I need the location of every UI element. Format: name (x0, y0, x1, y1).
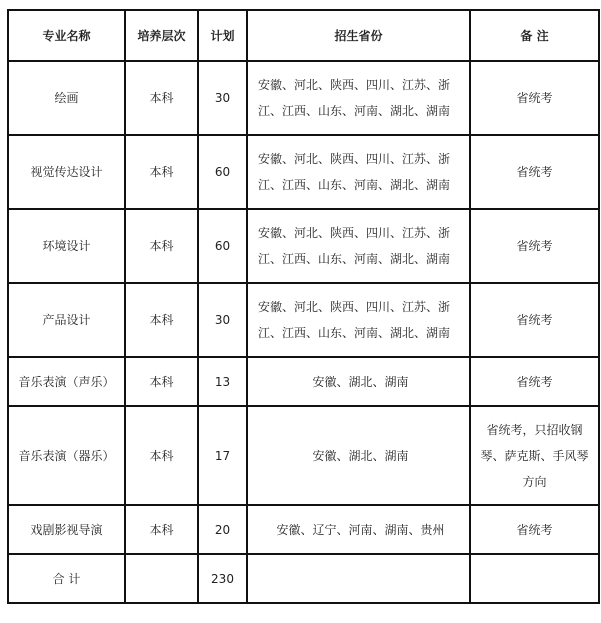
major-name: 戏剧影视导演 (8, 505, 125, 554)
note (470, 61, 599, 135)
major-name: 环境设计 (8, 209, 125, 283)
note-line: 省统考 (516, 165, 553, 179)
header-level: 培养层次 (125, 10, 198, 61)
table-row (8, 357, 599, 406)
major-name: 绘画 (8, 61, 125, 135)
total-level-empty (125, 554, 198, 603)
major-name: 音乐表演（器乐） (8, 406, 125, 505)
header-note: 备 注 (470, 10, 599, 61)
total-provinces-empty (247, 554, 470, 603)
plan-count: 13 (198, 357, 247, 406)
note (470, 135, 599, 209)
header-provinces: 招生省份 (247, 10, 470, 61)
plan-count: 60 (198, 135, 247, 209)
provinces (247, 357, 470, 406)
provinces-line: 江、江西、山东、河南、湖北、湖南 (258, 178, 451, 192)
table-row (8, 283, 599, 357)
note-line: 方向 (522, 474, 547, 489)
provinces-line: 江、江西、山东、河南、湖北、湖南 (258, 104, 451, 118)
note (470, 209, 599, 283)
provinces-line: 江、江西、山东、河南、湖北、湖南 (258, 326, 451, 340)
note-line: 省统考 (516, 522, 553, 537)
provinces-line: 安徽、河北、陕西、四川、江苏、浙 (258, 78, 451, 92)
provinces (247, 406, 470, 505)
note-line: 省统考 (516, 91, 553, 105)
total-note-empty (470, 554, 599, 603)
provinces-line: 安徽、河北、陕西、四川、江苏、浙 (258, 152, 451, 166)
training-level: 本科 (125, 61, 198, 135)
header-plan: 计划 (198, 10, 247, 61)
provinces (247, 283, 470, 357)
major-name: 视觉传达设计 (8, 135, 125, 209)
note-line: 省统考 (516, 313, 553, 327)
total-label: 合 计 (8, 554, 125, 603)
provinces (247, 505, 470, 554)
plan-count: 60 (198, 209, 247, 283)
provinces-line: 安徽、辽宁、河南、湖南、贵州 (276, 522, 445, 537)
training-level: 本科 (125, 135, 198, 209)
training-level: 本科 (125, 283, 198, 357)
table-header-row (8, 10, 599, 61)
table-row (8, 135, 599, 209)
note (470, 505, 599, 554)
training-level: 本科 (125, 505, 198, 554)
note (470, 406, 599, 505)
provinces-line: 安徽、河北、陕西、四川、江苏、浙 (258, 300, 451, 314)
provinces (247, 135, 470, 209)
note-line: 省统考，只招收钢 (486, 422, 583, 437)
plan-count: 17 (198, 406, 247, 505)
table-row (8, 61, 599, 135)
plan-count: 30 (198, 283, 247, 357)
table-row (8, 209, 599, 283)
plan-count: 20 (198, 505, 247, 554)
plan-count: 30 (198, 61, 247, 135)
note (470, 283, 599, 357)
training-level: 本科 (125, 209, 198, 283)
provinces-line: 安徽、湖北、湖南 (312, 448, 409, 463)
provinces-line: 江、江西、山东、河南、湖北、湖南 (258, 252, 451, 266)
provinces-line: 安徽、湖北、湖南 (312, 374, 409, 389)
major-name: 产品设计 (8, 283, 125, 357)
provinces (247, 209, 470, 283)
major-name: 音乐表演（声乐） (8, 357, 125, 406)
note (470, 357, 599, 406)
enrollment-plan-table (7, 9, 600, 604)
provinces (247, 61, 470, 135)
total-plan: 230 (198, 554, 247, 603)
note-line: 省统考 (516, 239, 553, 253)
provinces-line: 安徽、河北、陕西、四川、江苏、浙 (258, 226, 451, 240)
training-level: 本科 (125, 406, 198, 505)
table-row (8, 406, 599, 505)
training-level: 本科 (125, 357, 198, 406)
note-line: 省统考 (516, 374, 553, 389)
total-row (8, 554, 599, 603)
note-line: 琴、萨克斯、手风琴 (480, 448, 589, 463)
table-row (8, 505, 599, 554)
header-major: 专业名称 (8, 10, 125, 61)
